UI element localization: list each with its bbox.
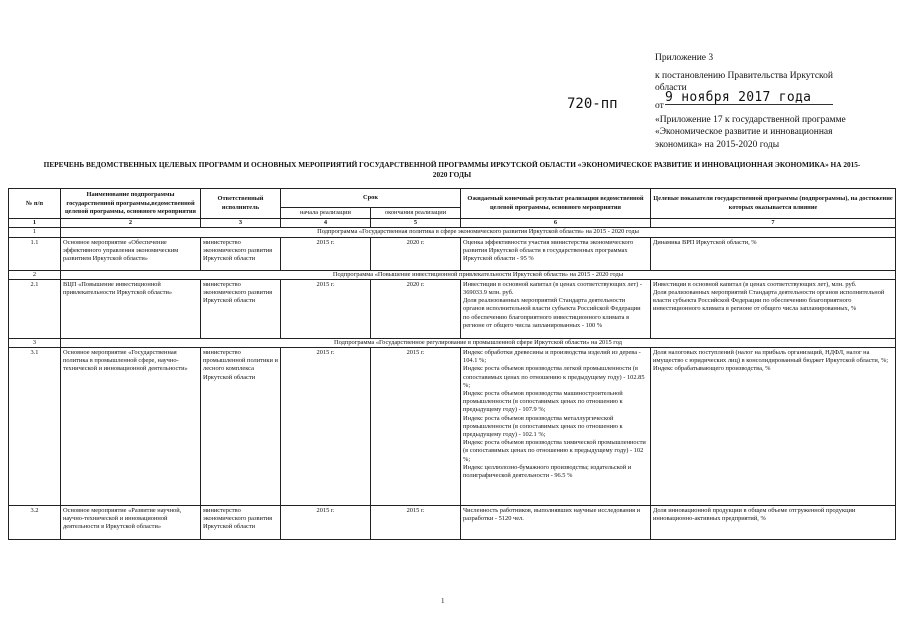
column-number: 1 xyxy=(9,219,61,228)
row-num: 3.1 xyxy=(9,348,61,506)
row-result xyxy=(461,506,651,540)
row-name: Основное мероприятие «Развитие научной, научно-технической и инновационной деятельности в Иркутской области» xyxy=(61,506,201,540)
indicator-item: Инвестиции в основной капитал (в ценах соответствующих лет), млн. руб. xyxy=(653,280,857,288)
row-end: 2015 г. xyxy=(371,348,461,506)
row-executor: министерство экономического развития Иркутской области xyxy=(201,237,281,270)
section-num: 2 xyxy=(9,270,61,279)
section-row xyxy=(9,228,896,237)
page-number: 1 xyxy=(441,597,445,605)
row-name: Основное мероприятие «Государственная политика в промышленной сфере, научно-технической и инновационной деятельности» xyxy=(61,348,201,506)
appendix-line-2: области xyxy=(655,83,687,93)
appendix-from-label: от xyxy=(655,100,664,111)
appendix-ref-line-2: «Экономическое развитие и инновационная xyxy=(655,127,833,137)
header-executor: Ответственный исполнитель xyxy=(201,189,281,219)
column-number: 5 xyxy=(371,219,461,228)
section-row xyxy=(9,270,896,279)
appendix-line-1: к постановлению Правительства Иркутской xyxy=(655,70,834,81)
row-end: 2020 г. xyxy=(371,279,461,338)
column-numbers-row xyxy=(9,219,896,228)
column-number: 6 xyxy=(461,219,651,228)
section-title: Подпрограмма «Государственная политика в сфере экономического развития Иркутской области» на 2015 - 2020 годы xyxy=(61,228,896,237)
programs-table xyxy=(8,188,896,540)
indicator-item: Индекс обрабатывающего производства, % xyxy=(653,365,771,373)
header-indicators: Целевые показатели государственной программы (подпрограммы), на достижение которых оказывается влияние xyxy=(651,189,896,219)
row-result xyxy=(461,348,651,506)
row-executor: министерство экономического развития Иркутской области xyxy=(201,506,281,540)
result-item: Индекс обработки древесины и производства изделий из дерева - 104.1 %; xyxy=(463,349,641,365)
decree-number: 720-пп xyxy=(567,96,618,112)
result-item: Доля реализованных мероприятий Стандарта деятельности органов исполнительной власти субъекта Российской Федерации по обеспечению благоприятного инвестиционного климата в регионе от общего числа запланированных - 100 % xyxy=(463,297,641,329)
result-item: Индекс роста объемов производства металлургической промышленности (в сопоставимых ценах по отношению к предыдущему году) - 102.1 %; xyxy=(463,414,623,439)
table-row xyxy=(9,279,896,338)
row-end: 2020 г. xyxy=(371,237,461,270)
header-num: № п/п xyxy=(9,189,61,219)
result-item: Инвестиции в основной капитал (в ценах соответствующих лет) - 369033.9 млн. руб. xyxy=(463,280,643,297)
section-num: 3 xyxy=(9,338,61,347)
header-term: Срок xyxy=(281,189,461,208)
result-item: Индекс целлюлозно-бумажного производства; издательской и полиграфической деятельности - 96.5 % xyxy=(463,463,632,480)
row-num: 2.1 xyxy=(9,279,61,338)
appendix-date: 9 ноября 2017 года xyxy=(665,92,833,106)
result-item: Оценка эффективности участия министерства экономического развития Иркутской области в государственных программах Иркутской области - 95 % xyxy=(463,238,634,263)
indicator-item: Доля инновационной продукции в общем объеме отгруженной продукции инновационно-активных предприятий, % xyxy=(653,507,856,523)
result-item: Индекс роста объемов производства химической промышленности (в сопоставимых ценах по отношению к предыдущему году) - 102 %; xyxy=(463,439,646,463)
row-executor: министерство экономического развития Иркутской области xyxy=(201,279,281,338)
result-item: Численность работников, выполнявших научные исследования и разработки - 5120 чел. xyxy=(463,507,641,523)
row-result xyxy=(461,279,651,338)
indicator-item: Динамика ВРП Иркутской области, % xyxy=(653,238,757,246)
row-indicators xyxy=(651,348,896,506)
appendix-date-row xyxy=(655,89,895,111)
row-start: 2015 г. xyxy=(281,506,371,540)
row-indicators xyxy=(651,237,896,270)
row-num: 1.1 xyxy=(9,237,61,270)
appendix-block xyxy=(655,52,895,151)
header-result: Ожидаемый конечный результат реализации ведомственной целевой программы, основного мероприятия xyxy=(461,189,651,219)
indicator-item: Доля налоговых поступлений (налог на прибыль организаций, НДФЛ, налог на имущество с юридических лиц) в консолидированный бюджет Иркутской области, %; xyxy=(653,349,889,365)
row-indicators xyxy=(651,506,896,540)
document-title-line-2: 2020 ГОДЫ xyxy=(432,170,472,179)
row-executor: министерство промышленной политики и лесного комплекса Иркутской области xyxy=(201,348,281,506)
row-end: 2015 г. xyxy=(371,506,461,540)
table-row xyxy=(9,237,896,270)
table-row xyxy=(9,506,896,540)
row-indicators xyxy=(651,279,896,338)
indicator-item: Доля реализованных мероприятий Стандарта деятельности органов исполнительной власти субъекта Российской Федерации по обеспечению благоприятного инвестиционного климата в регионе от общего числа запланированных, % xyxy=(653,289,885,313)
section-title: Подпрограмма «Повышение инвестиционной привлекательности Иркутской области» на 2015 - 2020 годы xyxy=(61,270,896,279)
appendix-ref-line-1: «Приложение 17 к государственной программе xyxy=(655,114,846,125)
document-title-line-1: ПЕРЕЧЕНЬ ВЕДОМСТВЕННЫХ ЦЕЛЕВЫХ ПРОГРАММ И ОСНОВНЫХ МЕРОПРИЯТИЙ ГОСУДАРСТВЕННОЙ ПРОГРАММЫ ИРКУТСКОЙ ОБЛАСТИ «ЭКОНОМИЧЕСКОЕ РАЗВИТИЕ И ИННОВАЦИОННАЯ ЭКОНОМИКА» НА 2015- xyxy=(43,160,861,169)
table-row xyxy=(9,348,896,506)
appendix-title: Приложение 3 xyxy=(655,53,714,63)
result-item: Индекс роста объемов производства легкой промышленности (в сопоставимых ценах по отношению к предыдущему году) - 102.85 %; xyxy=(463,365,645,389)
result-item: Индекс роста объемов производства машиностроительной промышленности (в сопоставимых ценах по отношению к предыдущему году) - 107.9 %; xyxy=(463,390,623,414)
header-name: Наименование подпрограммы государственной программы,ведомственной целевой программы, основного мероприятия xyxy=(61,189,201,219)
header-term-start: начала реализации xyxy=(281,208,371,219)
row-name: ВЦП «Повышение инвестиционной привлекательности Иркутской области» xyxy=(61,279,201,338)
row-start: 2015 г. xyxy=(281,279,371,338)
row-name: Основное мероприятие «Обеспечение эффективного управления экономическим развитием Иркутской области» xyxy=(61,237,201,270)
row-result xyxy=(461,237,651,270)
appendix-ref-line-3: экономика» на 2015-2020 годы xyxy=(655,139,780,150)
column-number: 4 xyxy=(281,219,371,228)
section-title: Подпрограмма «Государственное регулирование в промышленной сфере Иркутской области» на 2015 год xyxy=(61,338,896,347)
header-term-end: окончания реализации xyxy=(371,208,461,219)
column-number: 2 xyxy=(61,219,201,228)
row-num: 3.2 xyxy=(9,506,61,540)
row-start: 2015 г. xyxy=(281,237,371,270)
section-row xyxy=(9,338,896,347)
document-title xyxy=(8,160,896,180)
section-num: 1 xyxy=(9,228,61,237)
column-number: 7 xyxy=(651,219,896,228)
row-start: 2015 г. xyxy=(281,348,371,506)
column-number: 3 xyxy=(201,219,281,228)
